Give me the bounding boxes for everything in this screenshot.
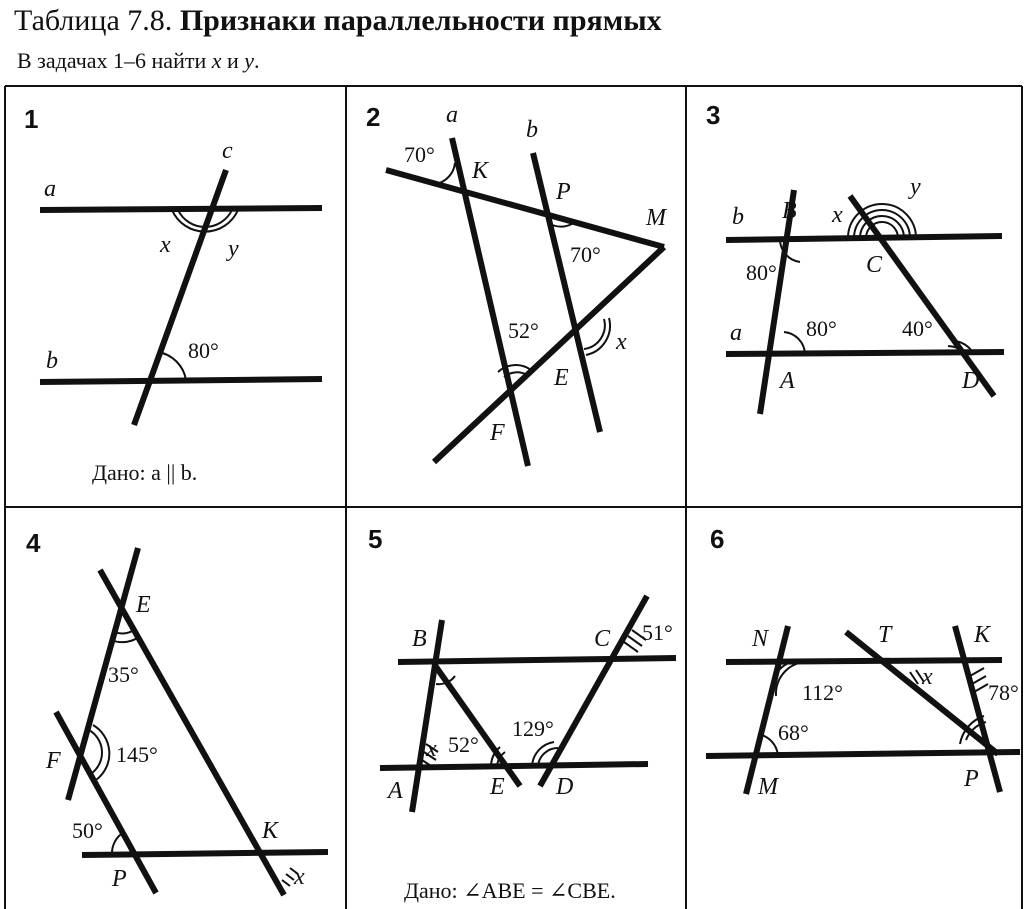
label-N: N bbox=[752, 626, 769, 652]
label-a: a bbox=[44, 176, 56, 202]
problem-4 bbox=[26, 528, 328, 895]
angle-68: 68° bbox=[778, 720, 809, 745]
line-b bbox=[726, 236, 1002, 240]
angle-70-p: 70° bbox=[570, 242, 601, 267]
label-M: M bbox=[646, 205, 666, 231]
problem-2 bbox=[366, 102, 668, 466]
problem-5 bbox=[368, 524, 676, 903]
label-C: C bbox=[866, 252, 883, 278]
angle-52: 52° bbox=[448, 732, 479, 757]
line-nk bbox=[726, 660, 1002, 662]
label-x: x bbox=[160, 232, 171, 258]
label-F: F bbox=[46, 748, 61, 774]
given-text: Дано: a || b. bbox=[92, 460, 198, 485]
problem-number: 3 bbox=[706, 100, 721, 130]
line-km bbox=[386, 170, 664, 247]
label-P: P bbox=[964, 766, 979, 792]
angle-40: 40° bbox=[902, 316, 933, 341]
problem-number: 5 bbox=[368, 524, 383, 554]
label-B: B bbox=[782, 198, 797, 224]
line-a bbox=[452, 138, 528, 466]
label-c: c bbox=[222, 138, 233, 164]
label-F: F bbox=[490, 420, 505, 446]
label-E: E bbox=[136, 592, 151, 618]
label-x: x bbox=[832, 202, 843, 228]
label-E: E bbox=[554, 365, 569, 391]
line-bc bbox=[398, 658, 676, 662]
label-b: b bbox=[46, 348, 58, 374]
problem-1 bbox=[24, 104, 322, 485]
label-b: b bbox=[526, 117, 538, 143]
angle-arc bbox=[436, 163, 455, 184]
line-mf bbox=[434, 247, 664, 462]
angle-arc bbox=[158, 352, 186, 380]
angle-70-top: 70° bbox=[404, 142, 435, 167]
label-D: D bbox=[962, 368, 980, 394]
label-A: A bbox=[780, 368, 795, 394]
task-prefix: В задачах 1–6 найти bbox=[17, 48, 212, 73]
label-K: K bbox=[472, 158, 489, 184]
label-E: E bbox=[490, 774, 505, 800]
period: . bbox=[254, 48, 260, 73]
angle-129: 129° bbox=[512, 716, 554, 741]
label-x: x bbox=[922, 664, 933, 690]
line-cd bbox=[540, 596, 647, 786]
var-x: x bbox=[211, 48, 222, 73]
line-a bbox=[40, 208, 322, 210]
line-pk bbox=[82, 852, 328, 855]
label-b: b bbox=[732, 204, 744, 230]
angle-arc bbox=[584, 319, 605, 349]
angle-35: 35° bbox=[108, 662, 139, 687]
angle-112: 112° bbox=[802, 680, 843, 705]
problem-number: 2 bbox=[366, 102, 381, 132]
angle-145: 145° bbox=[116, 742, 158, 767]
table-heading: Признаки параллельности прямых bbox=[179, 4, 662, 37]
label-x: x bbox=[294, 864, 305, 890]
label-x: x bbox=[426, 736, 437, 762]
label-K: K bbox=[974, 622, 991, 648]
label-y: y bbox=[910, 174, 921, 200]
label-K: K bbox=[262, 818, 279, 844]
angle-80: 80° bbox=[188, 338, 219, 363]
table-prefix: Таблица 7.8. bbox=[14, 4, 180, 37]
label-x: x bbox=[616, 329, 627, 355]
angle-51: 51° bbox=[642, 620, 673, 645]
angle-arc bbox=[89, 730, 102, 773]
label-P: P bbox=[112, 866, 127, 892]
label-A: A bbox=[388, 778, 403, 804]
problem-number: 1 bbox=[24, 104, 39, 134]
problem-3 bbox=[706, 100, 1004, 414]
given-text: Дано: ∠ABE = ∠CBE. bbox=[404, 878, 616, 903]
angle-78: 78° bbox=[988, 680, 1019, 705]
label-D: D bbox=[556, 774, 574, 800]
label-y: y bbox=[228, 236, 239, 262]
line-b bbox=[40, 379, 322, 382]
label-T: T bbox=[878, 622, 892, 648]
problem-number: 4 bbox=[26, 528, 41, 558]
angle-80-b: 80° bbox=[746, 260, 777, 285]
angle-arc bbox=[586, 318, 610, 355]
label-P: P bbox=[556, 179, 571, 205]
label-M: M bbox=[758, 774, 778, 800]
var-y: y bbox=[244, 48, 255, 73]
label-a: a bbox=[446, 102, 458, 128]
label-C: C bbox=[594, 626, 611, 652]
angle-52: 52° bbox=[508, 318, 539, 343]
problem-6 bbox=[706, 524, 1020, 800]
angle-50: 50° bbox=[72, 818, 103, 843]
label-B: B bbox=[412, 626, 427, 652]
problem-number: 6 bbox=[710, 524, 725, 554]
label-a: a bbox=[730, 320, 742, 346]
angle-80-a: 80° bbox=[806, 316, 837, 341]
conj: и bbox=[221, 48, 245, 73]
